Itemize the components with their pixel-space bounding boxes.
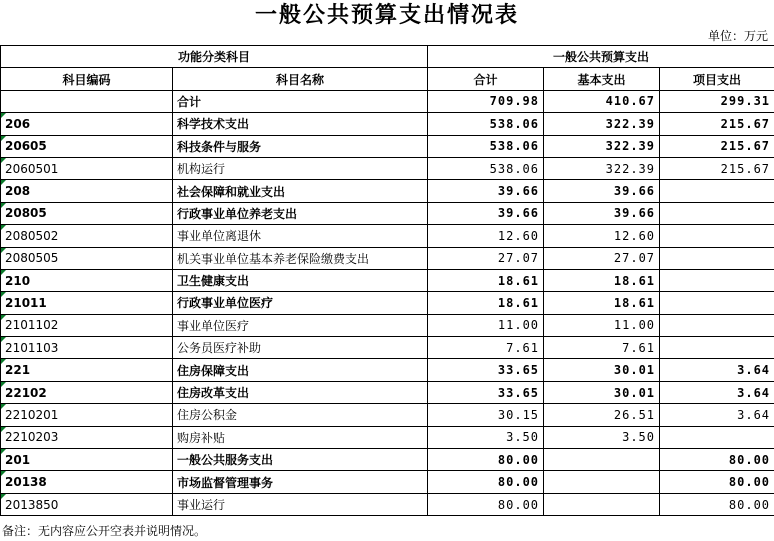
cell-total: 39.66 — [428, 180, 544, 202]
cell-total: 12.60 — [428, 225, 544, 247]
cell-basic: 39.66 — [544, 202, 660, 224]
cell-name: 住房公积金 — [173, 404, 428, 426]
table-row — [1, 90, 774, 112]
cell-name: 社会保障和就业支出 — [173, 180, 428, 202]
cell-code: 2101103 — [1, 337, 173, 359]
cell-code: 20805 — [1, 202, 173, 224]
cell-code: 20605 — [1, 135, 173, 157]
cell-name: 公务员医疗补助 — [173, 337, 428, 359]
table-row — [1, 225, 774, 247]
cell-basic: 322.39 — [544, 135, 660, 157]
cell-marker-icon — [1, 315, 6, 320]
budget-table — [0, 45, 774, 516]
cell-marker-icon — [1, 248, 6, 253]
cell-name: 住房改革支出 — [173, 381, 428, 403]
cell-project: 80.00 — [660, 471, 774, 493]
cell-marker-icon — [1, 359, 6, 364]
cell-marker-icon — [1, 136, 6, 141]
cell-total: 11.00 — [428, 314, 544, 336]
cell-marker-icon — [1, 337, 6, 342]
cell-project — [660, 292, 774, 314]
cell-total: 30.15 — [428, 404, 544, 426]
table-row — [1, 359, 774, 381]
cell-code: 2060501 — [1, 157, 173, 179]
cell-project — [660, 314, 774, 336]
header-budget-group: 一般公共预算支出 — [428, 46, 774, 68]
cell-marker-icon — [1, 471, 6, 476]
cell-project: 3.64 — [660, 359, 774, 381]
cell-marker-icon — [1, 449, 6, 454]
cell-name: 一般公共服务支出 — [173, 449, 428, 471]
cell-code: 201 — [1, 449, 173, 471]
cell-name: 事业单位离退休 — [173, 225, 428, 247]
cell-basic: 26.51 — [544, 404, 660, 426]
cell-marker-icon — [1, 203, 6, 208]
header-code: 科目编码 — [1, 68, 173, 90]
cell-project: 215.67 — [660, 113, 774, 135]
cell-total: 3.50 — [428, 426, 544, 448]
cell-code: 2101102 — [1, 314, 173, 336]
cell-marker-icon — [1, 270, 6, 275]
cell-total: 80.00 — [428, 449, 544, 471]
cell-name: 科学技术支出 — [173, 113, 428, 135]
cell-total: 39.66 — [428, 202, 544, 224]
cell-code: 206 — [1, 113, 173, 135]
table-row — [1, 449, 774, 471]
cell-basic: 18.61 — [544, 292, 660, 314]
header-basic: 基本支出 — [544, 68, 660, 90]
cell-basic: 39.66 — [544, 180, 660, 202]
cell-name: 购房补贴 — [173, 426, 428, 448]
cell-code: 21011 — [1, 292, 173, 314]
cell-basic: 12.60 — [544, 225, 660, 247]
cell-total: 538.06 — [428, 135, 544, 157]
cell-code: 2013850 — [1, 493, 173, 515]
table-row — [1, 337, 774, 359]
cell-project — [660, 247, 774, 269]
cell-basic — [544, 471, 660, 493]
cell-marker-icon — [1, 427, 6, 432]
cell-basic: 11.00 — [544, 314, 660, 336]
table-row — [1, 157, 774, 179]
cell-basic: 322.39 — [544, 113, 660, 135]
cell-code: 2080502 — [1, 225, 173, 247]
table-row — [1, 113, 774, 135]
cell-name: 行政事业单位养老支出 — [173, 202, 428, 224]
cell-total: 18.61 — [428, 269, 544, 291]
cell-name: 卫生健康支出 — [173, 269, 428, 291]
cell-basic — [544, 493, 660, 515]
cell-basic: 410.67 — [544, 90, 660, 112]
cell-name: 机关事业单位基本养老保险缴费支出 — [173, 247, 428, 269]
cell-name: 机构运行 — [173, 157, 428, 179]
cell-marker-icon — [1, 225, 6, 230]
cell-project — [660, 180, 774, 202]
cell-total: 538.06 — [428, 157, 544, 179]
cell-name: 行政事业单位医疗 — [173, 292, 428, 314]
cell-basic: 27.07 — [544, 247, 660, 269]
cell-project: 3.64 — [660, 381, 774, 403]
header-project: 项目支出 — [660, 68, 774, 90]
cell-name: 市场监督管理事务 — [173, 471, 428, 493]
cell-marker-icon — [1, 382, 6, 387]
cell-project: 215.67 — [660, 135, 774, 157]
cell-basic: 7.61 — [544, 337, 660, 359]
header-column-row — [1, 68, 774, 90]
header-name: 科目名称 — [173, 68, 428, 90]
cell-marker-icon — [1, 180, 6, 185]
cell-name: 事业单位医疗 — [173, 314, 428, 336]
cell-project: 80.00 — [660, 449, 774, 471]
cell-code — [1, 90, 173, 112]
table-row — [1, 247, 774, 269]
cell-code: 208 — [1, 180, 173, 202]
header-group-row — [1, 46, 774, 68]
cell-name: 科技条件与服务 — [173, 135, 428, 157]
cell-marker-icon — [1, 113, 6, 118]
cell-total: 18.61 — [428, 292, 544, 314]
cell-basic: 322.39 — [544, 157, 660, 179]
table-row — [1, 314, 774, 336]
note: 备注：无内容应公开空表并说明情况。 — [2, 524, 207, 538]
cell-name: 合计 — [173, 90, 428, 112]
cell-total: 33.65 — [428, 359, 544, 381]
cell-marker-icon — [1, 404, 6, 409]
table-row — [1, 381, 774, 403]
table-row — [1, 180, 774, 202]
cell-total: 80.00 — [428, 471, 544, 493]
cell-basic: 3.50 — [544, 426, 660, 448]
cell-basic: 30.01 — [544, 359, 660, 381]
cell-marker-icon — [1, 158, 6, 163]
table-row — [1, 471, 774, 493]
header-total: 合计 — [428, 68, 544, 90]
table-row — [1, 426, 774, 448]
cell-code: 221 — [1, 359, 173, 381]
cell-total: 7.61 — [428, 337, 544, 359]
cell-code: 2210203 — [1, 426, 173, 448]
cell-project — [660, 225, 774, 247]
cell-project: 299.31 — [660, 90, 774, 112]
cell-basic: 18.61 — [544, 269, 660, 291]
cell-code: 20138 — [1, 471, 173, 493]
cell-name: 事业运行 — [173, 493, 428, 515]
cell-project — [660, 426, 774, 448]
cell-project: 3.64 — [660, 404, 774, 426]
cell-project: 215.67 — [660, 157, 774, 179]
table-row — [1, 404, 774, 426]
cell-total: 27.07 — [428, 247, 544, 269]
cell-basic — [544, 449, 660, 471]
table-row — [1, 135, 774, 157]
cell-code: 22102 — [1, 381, 173, 403]
cell-marker-icon — [1, 494, 6, 499]
cell-project — [660, 337, 774, 359]
cell-project — [660, 202, 774, 224]
table-row — [1, 292, 774, 314]
header-func-group: 功能分类科目 — [1, 46, 428, 68]
table-row — [1, 269, 774, 291]
cell-code: 210 — [1, 269, 173, 291]
cell-project — [660, 269, 774, 291]
table-row — [1, 493, 774, 515]
cell-total: 80.00 — [428, 493, 544, 515]
unit-label: 单位：万元 — [707, 29, 768, 43]
cell-basic: 30.01 — [544, 381, 660, 403]
table-row — [1, 202, 774, 224]
cell-code: 2080505 — [1, 247, 173, 269]
cell-total: 33.65 — [428, 381, 544, 403]
cell-name: 住房保障支出 — [173, 359, 428, 381]
cell-total: 709.98 — [428, 90, 544, 112]
cell-code: 2210201 — [1, 404, 173, 426]
cell-total: 538.06 — [428, 113, 544, 135]
cell-project: 80.00 — [660, 493, 774, 515]
cell-marker-icon — [1, 292, 6, 297]
page-title: 一般公共预算支出情况表 — [254, 2, 519, 28]
